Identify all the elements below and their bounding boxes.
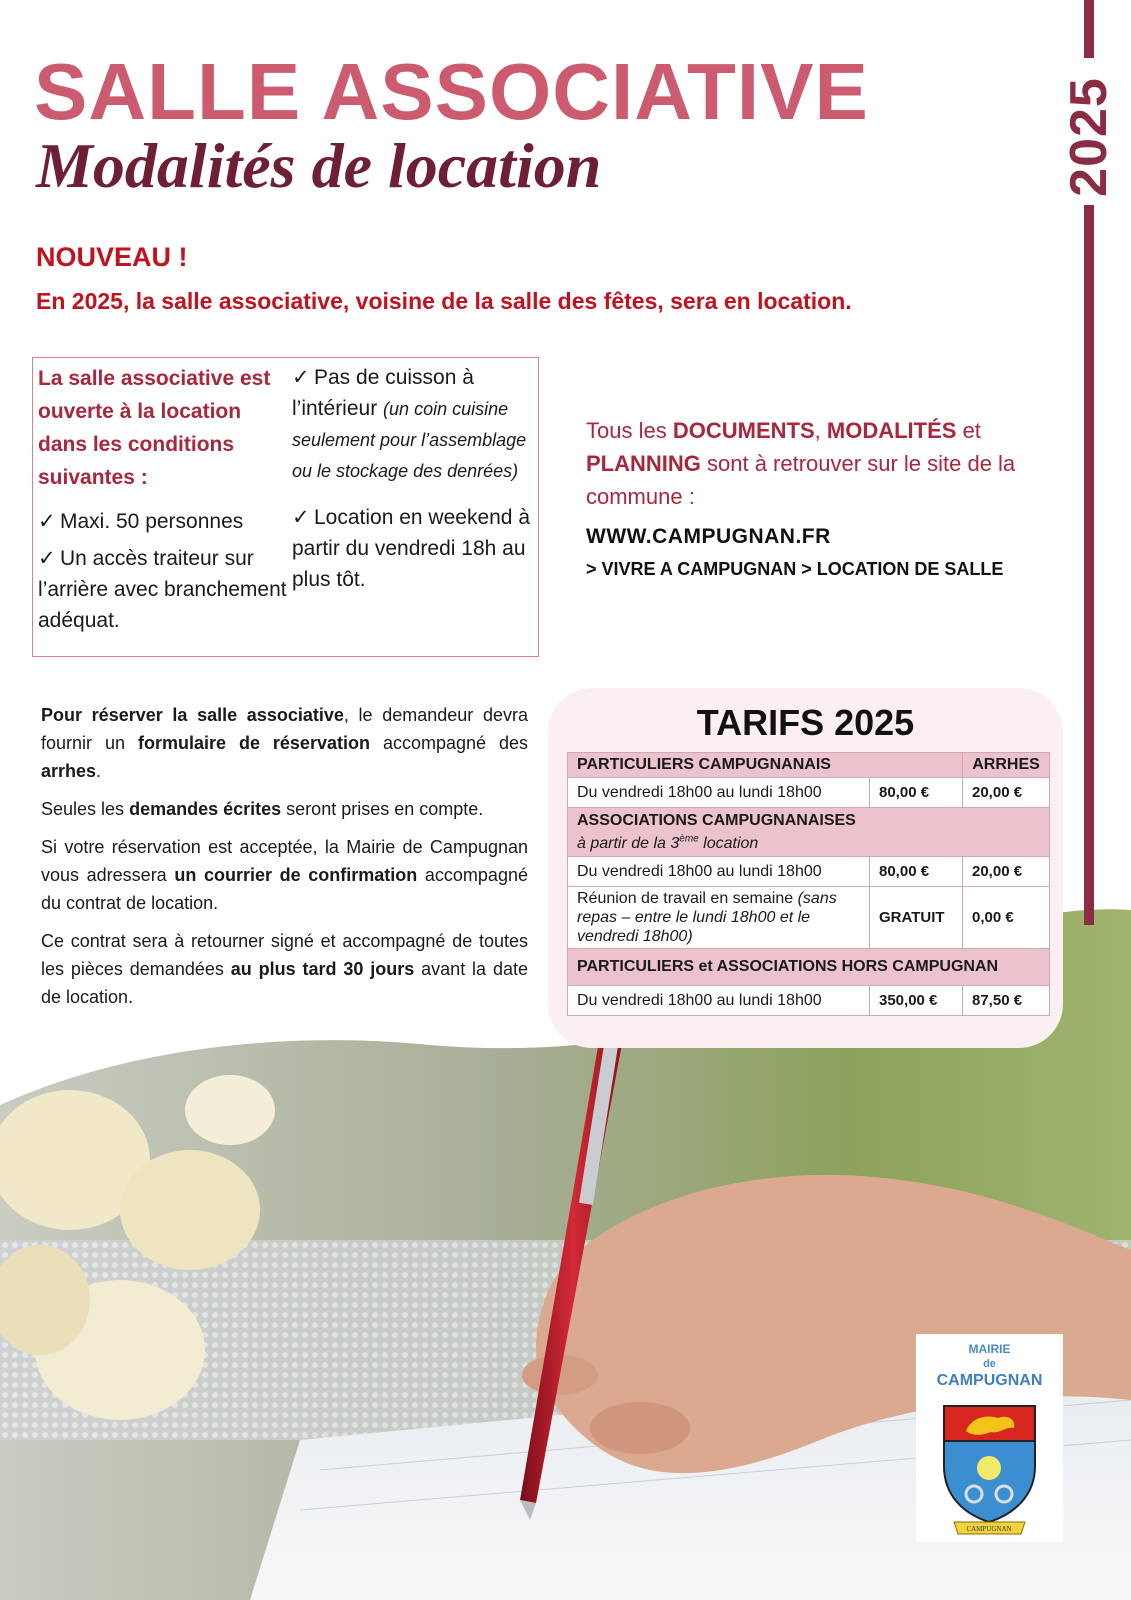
condition-catering-text: Un accès traiteur sur l’arrière avec branchement adéquat. — [38, 547, 287, 632]
row-price: 80,00 € — [870, 857, 963, 887]
page-subtitle: Modalités de location — [36, 130, 602, 201]
bold-text: arrhes — [41, 761, 97, 781]
bold-text: formulaire de réservation — [137, 733, 370, 753]
reservation-paragraph — [41, 795, 528, 823]
conditions-column-right — [292, 362, 536, 601]
condition-no-cooking-text: Pas de cuisson à l’intérieur — [292, 366, 474, 420]
logo-name-text: CAMPUGNAN — [936, 1372, 1043, 1389]
year-text: 2025 — [1060, 77, 1118, 197]
coat-of-arms-icon — [936, 1396, 1043, 1536]
text: accompagné du contrat de location. — [41, 865, 528, 913]
vertical-rule-top — [1084, 0, 1094, 58]
row-arrhes: 20,00 € — [963, 778, 1050, 808]
mairie-logo — [916, 1334, 1063, 1542]
row-label: Du vendredi 18h00 au lundi 18h00 — [568, 986, 870, 1016]
row-note: (sans repas – entre le lundi 18h00 et le vendredi 18h00) — [577, 890, 837, 946]
bold-text: un courrier de confirmation — [174, 865, 418, 885]
text: . — [96, 761, 102, 781]
table-row — [568, 986, 1050, 1016]
row-label: Du vendredi 18h00 au lundi 18h00 — [568, 778, 870, 808]
row-arrhes: 20,00 € — [963, 857, 1050, 887]
column-arrhes: ARRHES — [963, 753, 1050, 778]
table-group-header — [568, 949, 1050, 986]
info-et: et — [962, 418, 981, 443]
row-label: Du vendredi 18h00 au lundi 18h00 — [568, 857, 870, 887]
condition-weekend-text: Location en weekend à partir du vendredi 18h au plus tôt. — [292, 506, 530, 591]
bold-text: au plus tard 30 jours — [230, 959, 415, 979]
website-link[interactable]: WWW.CAMPUGNAN.FR — [586, 525, 831, 548]
text: à partir de la 3 — [577, 835, 680, 853]
info-modalites: MODALITÉS — [826, 418, 957, 443]
year-label — [1046, 72, 1131, 202]
website-path: > VIVRE A CAMPUGNAN > LOCATION DE SALLE — [586, 559, 1004, 579]
announcement: En 2025, la salle associative, voisine de la salle des fêtes, sera en location. — [36, 288, 852, 314]
info-documents: DOCUMENTS — [672, 418, 815, 443]
group-particuliers-campugnanais: PARTICULIERS CAMPUGNANAIS — [568, 753, 963, 778]
reservation-text — [41, 701, 528, 1021]
condition-capacity — [38, 506, 288, 537]
info-text: Tous les — [586, 418, 667, 443]
condition-capacity-text: Maxi. 50 personnes — [60, 510, 244, 533]
table-group-header — [568, 753, 1050, 778]
group-subtitle — [577, 835, 758, 852]
bold-text: Pour réserver la salle associative — [41, 705, 344, 725]
row-price: 350,00 € — [870, 986, 963, 1016]
group-associations-campugnanaises — [568, 808, 1050, 857]
table-group-header — [568, 808, 1050, 857]
logo-de-text: de — [983, 1358, 996, 1370]
checkmark-icon: ✓ — [292, 366, 310, 389]
text: location — [698, 835, 759, 853]
info-text-end: sont à retrouver sur le site de la commune : — [586, 451, 1016, 509]
row-price: GRATUIT — [870, 887, 963, 949]
info-planning: PLANNING — [586, 451, 701, 476]
documents-info — [586, 414, 1046, 513]
reservation-paragraph — [41, 927, 528, 1011]
row-label — [568, 887, 870, 949]
text: avant la date de location. — [41, 959, 528, 1007]
info-comma: , — [814, 418, 821, 443]
row-arrhes: 0,00 € — [963, 887, 1050, 949]
text: Réunion de travail en semaine — [577, 890, 794, 908]
table-row — [568, 887, 1050, 949]
text: accompagné des — [382, 733, 528, 753]
checkmark-icon: ✓ — [38, 547, 56, 570]
reservation-paragraph — [41, 701, 528, 785]
text: Seules les — [41, 799, 125, 819]
nouveau-label: NOUVEAU ! — [36, 242, 188, 272]
group-title: ASSOCIATIONS CAMPUGNANAISES — [577, 812, 856, 829]
condition-no-cooking — [292, 362, 536, 486]
logo-ribbon-text: CAMPUGNAN — [966, 1525, 1012, 1533]
text: Si votre réservation est acceptée, la Mairie de Campugnan vous adressera — [41, 837, 528, 885]
page-title: SALLE ASSOCIATIVE — [34, 47, 869, 136]
condition-no-cooking-note: (un coin cuisine seulement pour l’assemblage ou le stockage des denrées) — [292, 399, 527, 481]
row-price: 80,00 € — [870, 778, 963, 808]
text: , le demandeur devra fournir un — [41, 705, 528, 753]
condition-catering-access — [38, 543, 288, 636]
text: Ce contrat sera à retourner signé et accompagné de toutes les pièces demandées — [41, 931, 528, 979]
table-row — [568, 778, 1050, 808]
group-hors-campugnan: PARTICULIERS et ASSOCIATIONS HORS CAMPUGNAN — [568, 949, 1050, 986]
vertical-rule — [1084, 205, 1094, 925]
checkmark-icon: ✓ — [38, 510, 56, 533]
text: seront prises en compte. — [286, 799, 484, 819]
logo-mairie-text: MAIRIE — [968, 1342, 1011, 1356]
reservation-paragraph — [41, 833, 528, 917]
condition-weekend — [292, 502, 536, 595]
conditions-heading: La salle associative est ouverte à la location dans les conditions suivantes : — [38, 367, 271, 489]
row-arrhes: 87,50 € — [963, 986, 1050, 1016]
tarifs-title: TARIFS 2025 — [696, 702, 915, 743]
conditions-column-left — [38, 362, 288, 642]
checkmark-icon: ✓ — [292, 506, 310, 529]
table-row — [568, 857, 1050, 887]
tarifs-table — [567, 752, 1050, 1016]
bold-text: demandes écrites — [129, 799, 282, 819]
superscript: ème — [679, 834, 699, 845]
